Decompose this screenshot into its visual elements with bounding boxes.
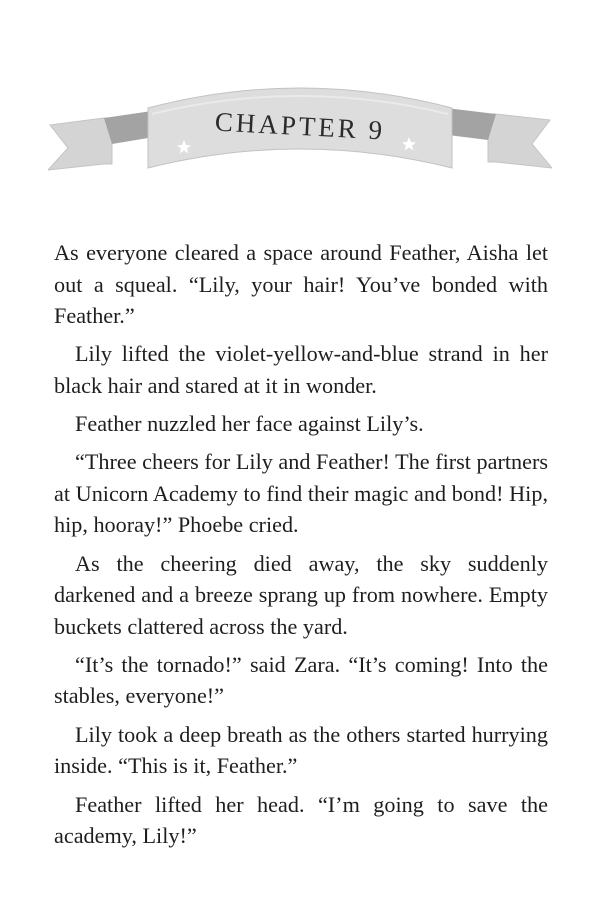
paragraph: As the cheering died away, the sky suddenly darkened and a breeze sprang up from nowhere. Empty buckets clattered across the yard. — [54, 550, 548, 639]
paragraph: As everyone cleared a space around Feather, Aisha let out a squeal. “Lily, your hair! You’ve bonded with Feather.” — [54, 240, 548, 328]
paragraph: Feather lifted her head. “I’m going to save the academy, Lily!” — [54, 791, 548, 849]
chapter-banner — [48, 78, 552, 194]
paragraph: Lily took a deep breath as the others started hurrying inside. “This is it, Feather.” — [54, 721, 548, 779]
paragraph: “Three cheers for Lily and Feather! The first partners at Unicorn Academy to find their magic and bond! Hip, hip, hooray!” Phoebe cried. — [54, 449, 548, 538]
paragraph: Feather nuzzled her face against Lily’s. — [75, 411, 424, 437]
paragraph: “It’s the tornado!” said Zara. “It’s coming! Into the stables, everyone!” — [54, 651, 548, 709]
chapter-body — [54, 237, 548, 858]
paragraph: Lily lifted the violet-yellow-and-blue strand in her black hair and stared at it in wonder. — [54, 341, 548, 398]
chapter-title: CHAPTER 9 — [214, 106, 386, 146]
